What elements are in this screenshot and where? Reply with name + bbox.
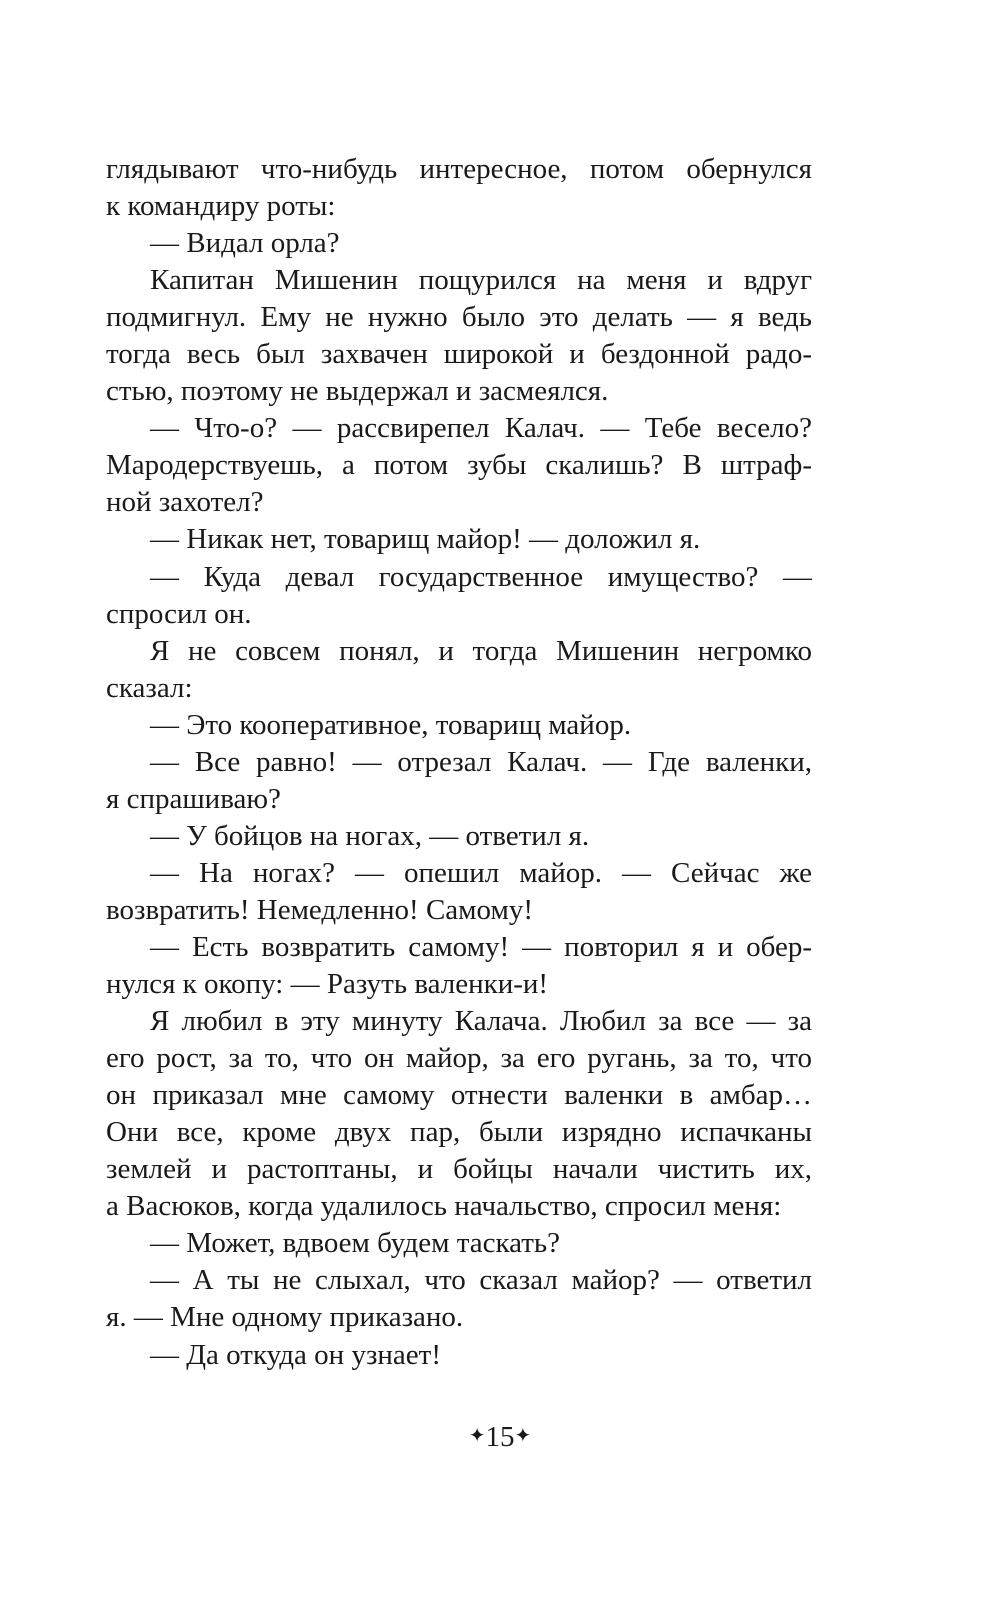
text-line: Я любил в эту минуту Калача. Любил за все — за <box>150 1005 812 1038</box>
text-line: — Видал орла? <box>150 227 340 260</box>
text-line: тогда весь был захвачен широкой и бездонной радо- <box>106 338 812 371</box>
text-line: Они все, кроме двух пар, были изрядно испачканы <box>106 1116 812 1149</box>
text-line: его рост, за то, что он майор, за его ругань, за то, что <box>106 1042 812 1075</box>
text-line: подмигнул. Ему не нужно было это делать — я ведь <box>106 301 812 334</box>
text-line: спросил он. <box>106 597 252 630</box>
text-line: — На ногах? — опешил майор. — Сейчас же <box>150 856 812 889</box>
ornament-left-icon: ✦ <box>468 1425 486 1447</box>
text-line: — А ты не слыхал, что сказал майор? — ответил <box>150 1264 812 1297</box>
page-number-value: 15 <box>485 1421 515 1453</box>
page-number <box>0 1418 1000 1456</box>
text-line: он приказал мне самому отнести валенки в амбар… <box>106 1079 812 1112</box>
text-line: нулся к окопу: — Разуть валенки-и! <box>106 968 549 1001</box>
text-line: — Есть возвратить самому! — повторил я и обер- <box>150 930 812 963</box>
text-line: к командиру роты: <box>106 190 336 223</box>
text-line: стью, поэтому не выдержал и засмеялся. <box>106 375 609 408</box>
text-line: сказал: <box>106 671 193 704</box>
text-line: — У бойцов на ногах, — ответил я. <box>150 819 590 852</box>
text-line: глядывают что-нибудь интересное, потом обернулся <box>106 153 812 185</box>
text-line: Мародерствуешь, а потом зубы скалишь? В штраф- <box>106 449 812 482</box>
text-line: а Васюков, когда удалилось начальство, спросил меня: <box>106 1190 782 1223</box>
text-line: — Да откуда он узнает! <box>150 1338 441 1371</box>
body-text <box>106 151 812 1374</box>
text-line: — Может, вдвоем будем таскать? <box>150 1227 561 1260</box>
text-line: — Никак нет, товарищ майор! — доложил я. <box>150 523 701 556</box>
text-line: я. — Мне одному приказано. <box>106 1301 464 1334</box>
text-line: я спрашиваю? <box>106 782 281 815</box>
text-line: Капитан Мишенин пощурился на меня и вдруг <box>150 264 812 297</box>
text-line: ной захотел? <box>106 486 264 519</box>
text-line: Я не совсем понял, и тогда Мишенин негромко <box>150 634 812 667</box>
text-line: — Все равно! — отрезал Калач. — Где валенки, <box>150 745 812 778</box>
text-line: — Это кооперативное, товарищ майор. <box>150 708 632 741</box>
text-line: — Что-о? — рассвирепел Калач. — Тебе весело? <box>150 412 812 445</box>
ornament-right-icon: ✦ <box>514 1425 532 1447</box>
text-line: землей и растоптаны, и бойцы начали чистить их, <box>106 1153 812 1186</box>
text-line: возвратить! Немедленно! Самому! <box>106 893 533 926</box>
text-line: — Куда девал государственное имущество? — <box>150 560 812 593</box>
